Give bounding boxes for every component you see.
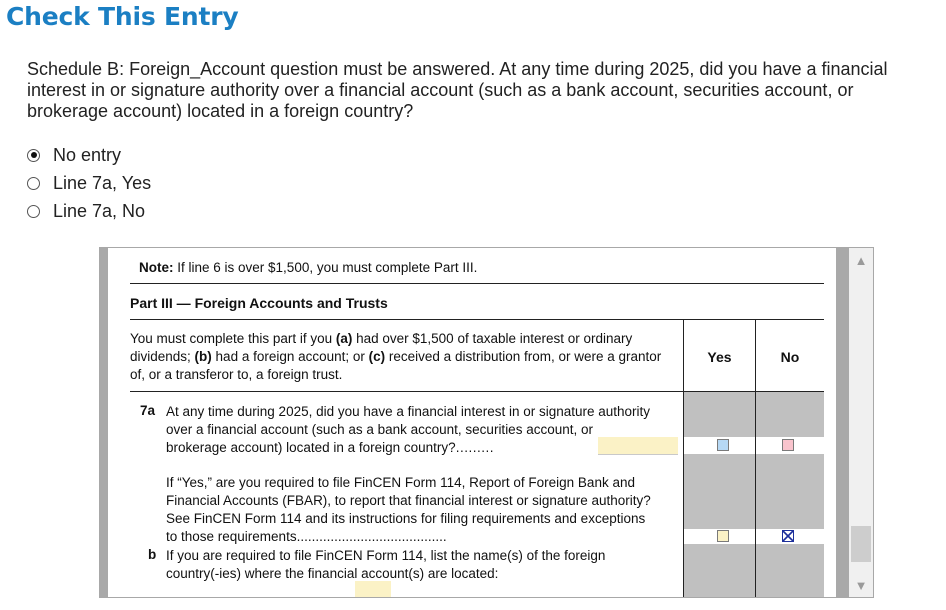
line-7b-country-field[interactable] — [355, 581, 391, 598]
yes-column-header: Yes — [707, 349, 732, 365]
fbar-no-checkbox[interactable] — [782, 530, 794, 542]
option-label: Line 7a, No — [53, 200, 146, 221]
no-column-header: No — [780, 349, 800, 365]
divider — [130, 319, 824, 320]
form-preview — [99, 247, 874, 598]
chevron-down-icon[interactable]: ▼ — [854, 577, 868, 593]
intro-fragment: You must complete this part if you — [130, 331, 336, 346]
part-intro-text — [130, 330, 678, 384]
intro-fragment: (c) — [368, 349, 386, 364]
radio-line-7a-yes[interactable] — [27, 177, 40, 190]
option-line-7a-yes[interactable] — [27, 169, 151, 197]
line-number: b — [148, 547, 157, 562]
radio-no-entry[interactable] — [27, 149, 40, 162]
line-7b-text: If you are required to file FinCEN Form 114, list the name(s) of the foreign country(-ies) where the financial account(s) are located: — [166, 548, 606, 581]
answer-shading — [684, 392, 755, 437]
intro-fragment: received a distribution from, or were a grantor of, or a transferor to, a foreign trust. — [130, 349, 662, 382]
radio-line-7a-no[interactable] — [27, 205, 40, 218]
answer-shading — [684, 544, 755, 598]
option-no-entry[interactable] — [27, 141, 151, 169]
line-7a-yes-checkbox[interactable] — [717, 439, 729, 451]
answer-shading — [756, 454, 824, 529]
scrollbar-thumb[interactable] — [851, 526, 871, 562]
question-text: Schedule B: Foreign_Account question must be answered. At any time during 2025, did you have a financial interest in or signature authority over a financial account (such as a bank account, securities account, or brokerage account) located in a foreign country? — [27, 59, 888, 121]
x-mark-icon — [782, 530, 794, 542]
intro-fragment: (b) — [194, 349, 212, 364]
line-7a-no-checkbox[interactable] — [782, 439, 794, 451]
page-title: Check This Entry — [6, 2, 239, 31]
option-label: Line 7a, Yes — [53, 172, 152, 193]
answer-shading — [756, 392, 824, 437]
line-7a-input-field[interactable] — [598, 437, 678, 455]
chevron-up-icon[interactable]: ▲ — [854, 252, 868, 268]
fbar-yes-checkbox[interactable] — [717, 530, 729, 542]
schedule-b-part-iii — [130, 248, 824, 598]
answer-shading — [684, 454, 755, 529]
answer-shading — [756, 544, 824, 598]
vertical-scrollbar[interactable] — [849, 248, 873, 597]
option-label: No entry — [53, 144, 122, 165]
line-7a-text: At any time during 2025, did you have a financial interest in or signature authority over a financial account (such as a bank account, securities account, or brokerage account) located in a foreign country?......... — [166, 404, 651, 455]
form-note: Note: If line 6 is over $1,500, you must complete Part III. — [139, 260, 478, 275]
part-title: Part III — Foreign Accounts and Trusts — [130, 295, 388, 311]
answer-options — [27, 141, 151, 225]
intro-fragment: (a) — [335, 331, 353, 346]
divider — [130, 283, 824, 284]
form-gutter-left — [100, 248, 108, 597]
fbar-question-text: If “Yes,” are you required to file FinCEN Form 114, Report of Foreign Bank and Financial Accounts (FBAR), to report that financial interest or signature authority? See FinCEN Form 114 and its instructions for filing requirements and exceptions to those requirements........................................ — [166, 475, 651, 544]
intro-fragment: had over $1,500 of taxable interest or ordinary dividends; — [130, 331, 633, 364]
form-gutter-right — [836, 248, 849, 597]
intro-fragment: had a foreign account; or — [211, 349, 369, 364]
line-number: 7a — [140, 403, 156, 418]
option-line-7a-no[interactable] — [27, 197, 151, 225]
